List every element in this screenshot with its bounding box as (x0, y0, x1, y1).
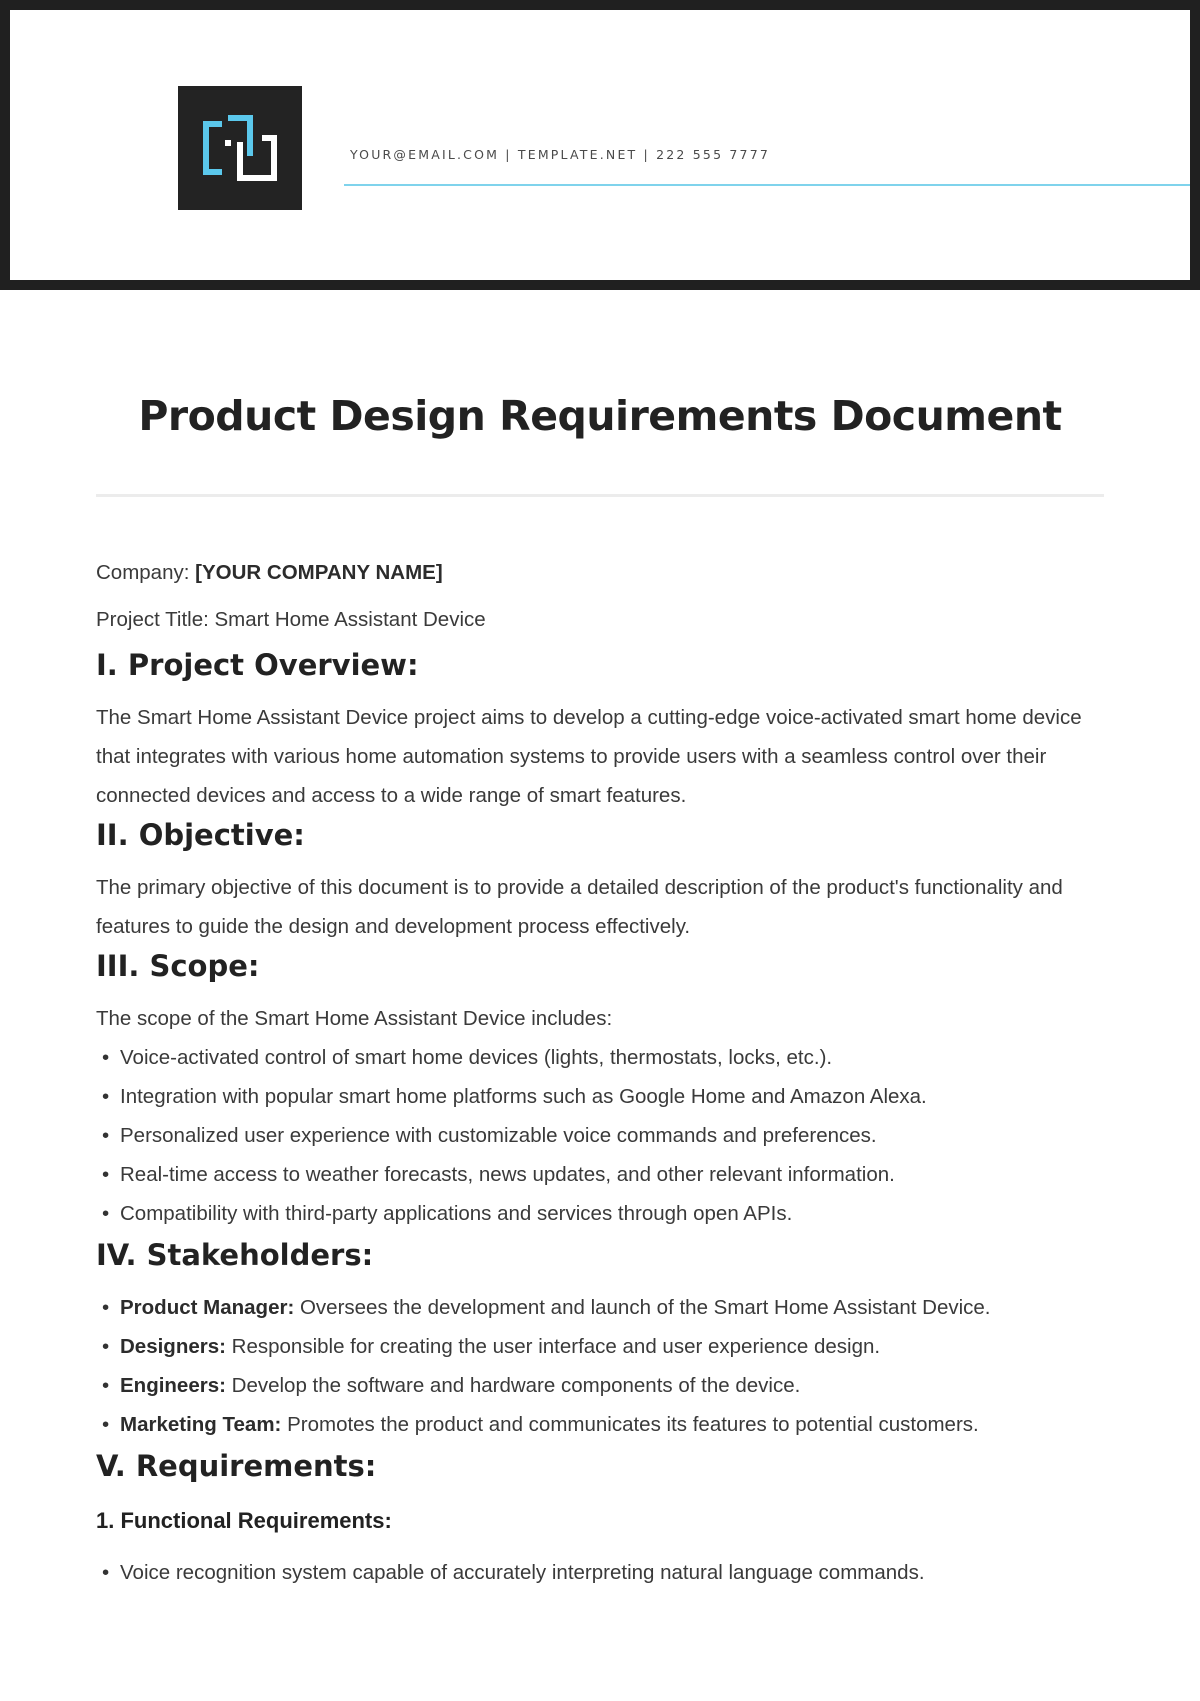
letterhead-header (0, 0, 1200, 290)
stakeholder-desc: Promotes the product and communicates its features to potential customers. (281, 1413, 979, 1436)
stakeholder-desc: Responsible for creating the user interface and user experience design. (225, 1335, 881, 1358)
document-title: Product Design Requirements Document (138, 392, 1062, 440)
functional-requirement-item: • Voice recognition system capable of accurately interpreting natural language commands. (96, 1553, 1106, 1592)
scope-item: • Personalized user experience with customizable voice commands and preferences. (96, 1116, 1106, 1155)
stakeholder-role: Marketing Team: (120, 1413, 282, 1436)
company-logo (178, 86, 302, 210)
contact-info: YOUR@EMAIL.COM | TEMPLATE.NET | 222 555 7777 (350, 147, 771, 162)
title-divider (96, 494, 1104, 497)
scope-item: • Real-time access to weather forecasts, news updates, and other relevant information. (96, 1155, 1106, 1194)
stakeholder-item (96, 1405, 1106, 1444)
project-title-line (96, 595, 1106, 645)
project-value: Smart Home Assistant Device (214, 608, 486, 631)
project-label: Project Title: (96, 608, 209, 631)
scope-item: • Integration with popular smart home platforms such as Google Home and Amazon Alexa. (96, 1077, 1106, 1116)
document-body (96, 548, 1106, 1594)
stakeholder-list (96, 1288, 1106, 1444)
stakeholder-role: Product Manager: (120, 1296, 295, 1319)
scope-list (96, 1038, 1106, 1233)
stakeholder-desc: Oversees the development and launch of the Smart Home Assistant Device. (294, 1296, 991, 1319)
stakeholder-item (96, 1327, 1106, 1366)
section-heading-objective: II. Objective: (96, 818, 305, 852)
objective-paragraph: The primary objective of this document is to provide a detailed description of the product's functionality and features to guide the design and development process effectively. (96, 876, 1063, 938)
stakeholder-desc: Develop the software and hardware components of the device. (225, 1374, 801, 1397)
stakeholder-item (96, 1366, 1106, 1405)
scope-item: • Voice-activated control of smart home devices (lights, thermostats, locks, etc.). (96, 1038, 1106, 1077)
company-value: [YOUR COMPANY NAME] (195, 561, 443, 584)
section-heading-overview: I. Project Overview: (96, 648, 419, 682)
company-line (96, 548, 1106, 598)
section-heading-stakeholders: IV. Stakeholders: (96, 1238, 374, 1272)
accent-divider (344, 184, 1190, 186)
section-heading-scope: III. Scope: (96, 949, 260, 983)
subsection-heading-functional: 1. Functional Requirements: (96, 1508, 392, 1533)
scope-item: • Compatibility with third-party applications and services through open APIs. (96, 1194, 1106, 1233)
functional-requirements-list (96, 1553, 1106, 1592)
scope-intro: The scope of the Smart Home Assistant Device includes: (96, 1007, 613, 1030)
stakeholder-role: Engineers: (120, 1374, 226, 1397)
stakeholder-role: Designers: (120, 1335, 226, 1358)
overview-paragraph: The Smart Home Assistant Device project aims to develop a cutting-edge voice-activated smart home device that integrates with various home automation systems to provide users with a seamless control over their connected devices and access to a wide range of smart features. (96, 706, 1082, 807)
section-heading-requirements: V. Requirements: (96, 1449, 377, 1483)
stakeholder-item (96, 1288, 1106, 1327)
company-label: Company: (96, 561, 190, 584)
